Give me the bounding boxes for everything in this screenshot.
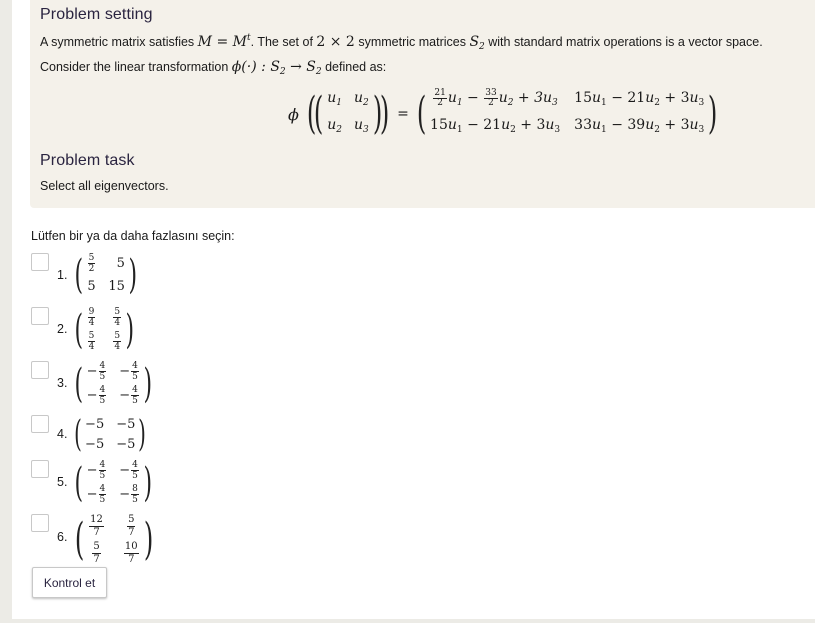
problem-task-title: Problem task: [40, 152, 135, 169]
check-button[interactable]: Kontrol et: [32, 567, 107, 598]
option-3[interactable]: 3. ( − $\frac{4}{5}$ − $\frac{4}{5}$ − $\frac{4}{5}$ − $\frac{4}{5}$ ): [31, 361, 191, 409]
outer-right-paren: ): [379, 88, 390, 139]
question-card: [12, 0, 815, 619]
option-4-matrix: ( −5 −5 −5 −5 ): [74, 414, 147, 455]
problem-setting-line-1: A symmetric matrix satisfies $M = M^t$. The set of 2 × 2 symmetric matrices $S_2$ with standard matrix operations is a vector space.: [40, 33, 763, 52]
option-2-checkbox[interactable]: [31, 307, 49, 325]
outer-left-paren: (: [306, 88, 317, 139]
input-matrix: $u_1$ $u_2$ $u_2$ $u_3$: [327, 90, 369, 135]
transformation-equation: ϕ ( ( $u_1$ $u_2$ $u_2$ $u_3$ ) ) = ( $\frac{21}{2}$ $u_1$ − $\frac{33}{2}$ $u_2 + 3u_3$ $15u_1 - 21u_2 + 3u_3$ $15u_1 - 21u_2 + 3u_3$ $33u_1 - 39u_2 + 3u_3$ ): [288, 87, 718, 139]
option-6-matrix: ( $\frac{12}{7}$ $\frac{5}{7}$ $\frac{5}{7}$ $\frac{10}{7}$ ): [74, 514, 153, 565]
problem-setting-title: Problem setting: [40, 6, 153, 23]
inner-left-paren: (: [313, 88, 324, 139]
option-2[interactable]: 2. ( $\frac{9}{4}$ $\frac{5}{4}$ $\frac{5}{4}$ $\frac{5}{4}$ ): [31, 307, 191, 355]
option-1[interactable]: 1. ( $\frac{5}{2}$ 5 5 15 ): [31, 253, 191, 299]
inner-right-paren: ): [372, 88, 383, 139]
option-4[interactable]: 4. ( −5 −5 −5 −5 ): [31, 415, 191, 457]
output-matrix: $\frac{21}{2}$ $u_1$ − $\frac{33}{2}$ $u_2 + 3u_3$ $15u_1 - 21u_2 + 3u_3$ $15u_1 - 21u_2 + 3u_3$ $33u_1 - 39u_2 + 3u_3$: [430, 87, 705, 135]
option-3-matrix: ( − $\frac{4}{5}$ − $\frac{4}{5}$ − $\frac{4}{5}$ − $\frac{4}{5}$ ): [74, 360, 152, 407]
math-m-equals-mt: $M = M^t$: [197, 33, 251, 50]
problem-setting-line-2: Consider the linear transformation ϕ(·) : $S_2 \to S_2$ defined as:: [40, 59, 387, 77]
phi-symbol: ϕ: [288, 104, 299, 124]
option-6[interactable]: 6. ( $\frac{12}{7}$ $\frac{5}{7}$ $\frac{5}{7}$ $\frac{10}{7}$ ): [31, 514, 191, 564]
problem-task-text: Select all eigenvectors.: [40, 179, 169, 193]
option-2-matrix: ( $\frac{9}{4}$ $\frac{5}{4}$ $\frac{5}{4}$ $\frac{5}{4}$ ): [74, 306, 135, 353]
option-1-checkbox[interactable]: [31, 253, 49, 271]
option-5[interactable]: 5. ( − $\frac{4}{5}$ − $\frac{4}{5}$ − $\frac{4}{5}$ − $\frac{8}{5}$ ): [31, 460, 191, 508]
select-prompt: Lütfen bir ya da daha fazlasını seçin:: [31, 229, 235, 243]
option-5-matrix: ( − $\frac{4}{5}$ − $\frac{4}{5}$ − $\frac{4}{5}$ − $\frac{8}{5}$ ): [74, 459, 152, 506]
problem-box: [30, 0, 815, 208]
option-3-checkbox[interactable]: [31, 361, 49, 379]
option-1-matrix: ( $\frac{5}{2}$ 5 5 15 ): [74, 252, 137, 298]
option-6-checkbox[interactable]: [31, 514, 49, 532]
option-4-checkbox[interactable]: [31, 415, 49, 433]
option-5-checkbox[interactable]: [31, 460, 49, 478]
